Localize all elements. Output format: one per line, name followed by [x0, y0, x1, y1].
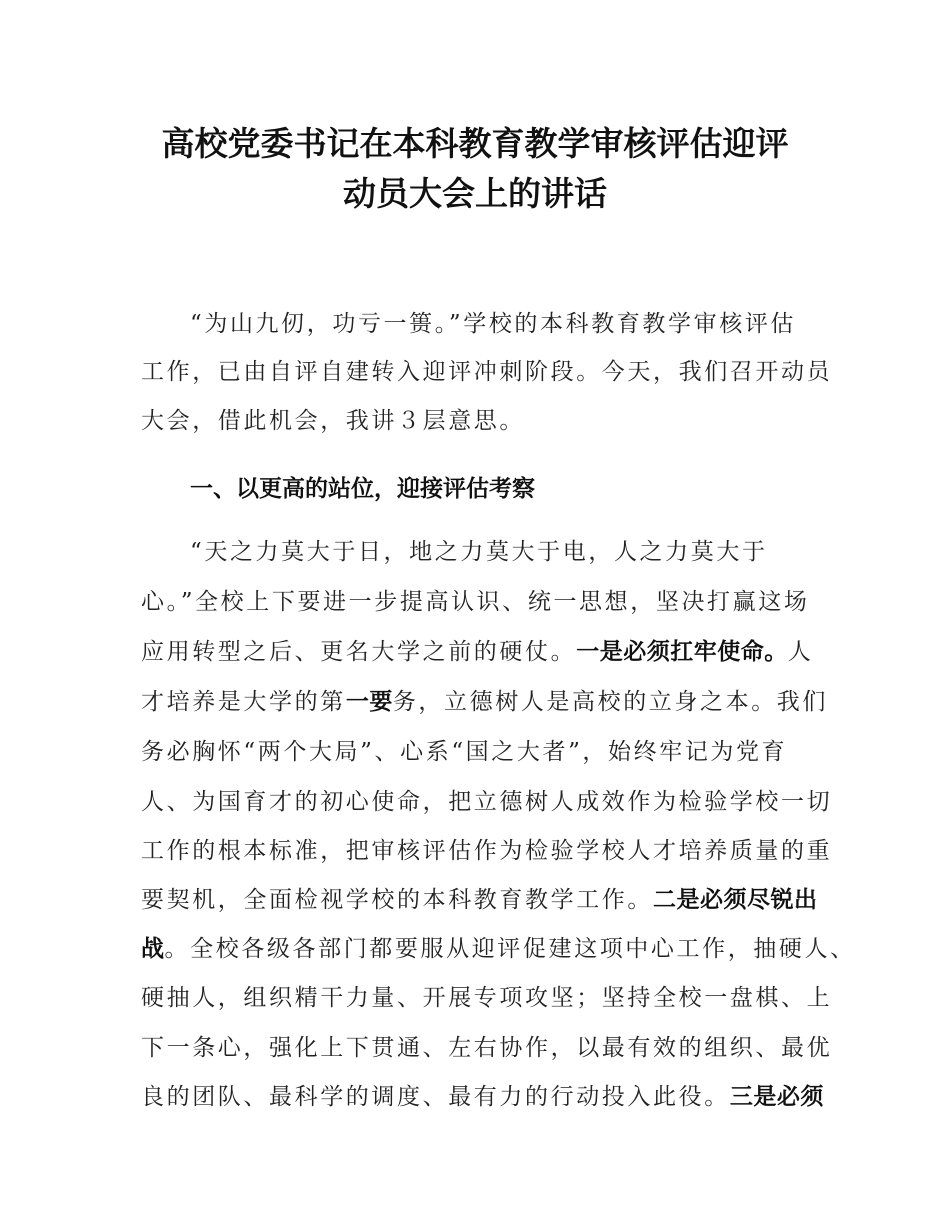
paragraph-text: 。全校各级各部门都要服从迎评促建这项中心工作，抽硬人、 — [164, 936, 856, 962]
intro-line-3: 大会，借此机会，我讲３层意思。 — [141, 408, 525, 434]
emphasis-text: 战 — [141, 936, 165, 962]
paragraph-text: 才培养是大学的第 — [141, 689, 346, 715]
paragraph-text: 务，立德树人是高校的立身之本。我们 — [392, 689, 829, 715]
paragraph-line-7: 工作的根本标准，把审核评估作为检验学校人才培养质量的重 — [141, 838, 833, 864]
paragraph-line-5: 务必胸怀“两个大局”、心系“国之大者”，始终牢记为党育 — [141, 739, 788, 765]
paragraph-line-1: “天之力莫大于日，地之力莫大于电，人之力莫大于 — [190, 539, 768, 565]
intro-line-1: “为山九仞，功亏一篑。”学校的本科教育教学审核评估 — [190, 311, 797, 337]
paragraph-line-12 — [141, 1082, 824, 1112]
paragraph-line-2: 心。”全校上下要进一步提高认识、统一思想，坚决打赢这场 — [141, 589, 810, 615]
intro-line-2: 工作，已由自评自建转入迎评冲刺阶段。今天，我们召开动员 — [141, 359, 833, 385]
paragraph-text: 人 — [787, 639, 814, 665]
paragraph-text: 应用转型之后、更名大学之前的硬仗。 — [141, 639, 577, 665]
emphasis-text: 一是必须扛牢使命。 — [576, 639, 788, 665]
document-title-line1: 高校党委书记在本科教育教学审核评估迎评 — [161, 124, 789, 163]
paragraph-line-9 — [141, 934, 856, 964]
document-title-line2: 动员大会上的讲话 — [343, 174, 607, 213]
paragraph-line-8 — [141, 885, 818, 915]
paragraph-line-11: 下一条心，强化上下贯通、左右协作，以最有效的组织、最优 — [141, 1035, 833, 1061]
paragraph-line-6: 人、为国育才的初心使命，把立德树人成效作为检验学校一切 — [141, 789, 833, 815]
paragraph-text: 良的团队、最科学的调度、最有力的行动投入此役。 — [141, 1084, 730, 1110]
paragraph-line-4 — [141, 687, 828, 717]
paragraph-line-3 — [141, 637, 813, 667]
section-heading: 一、以更高的站位，迎接评估考察 — [190, 476, 535, 502]
emphasis-text: 一要 — [345, 689, 393, 715]
emphasis-text: 二是必须尽锐出 — [653, 887, 818, 913]
paragraph-line-10: 硬抽人，组织精干力量、开展专项攻坚；坚持全校一盘棋、上 — [141, 985, 833, 1011]
paragraph-text: 要契机，全面检视学校的本科教育教学工作。 — [141, 887, 653, 913]
emphasis-text: 三是必须 — [729, 1084, 824, 1110]
